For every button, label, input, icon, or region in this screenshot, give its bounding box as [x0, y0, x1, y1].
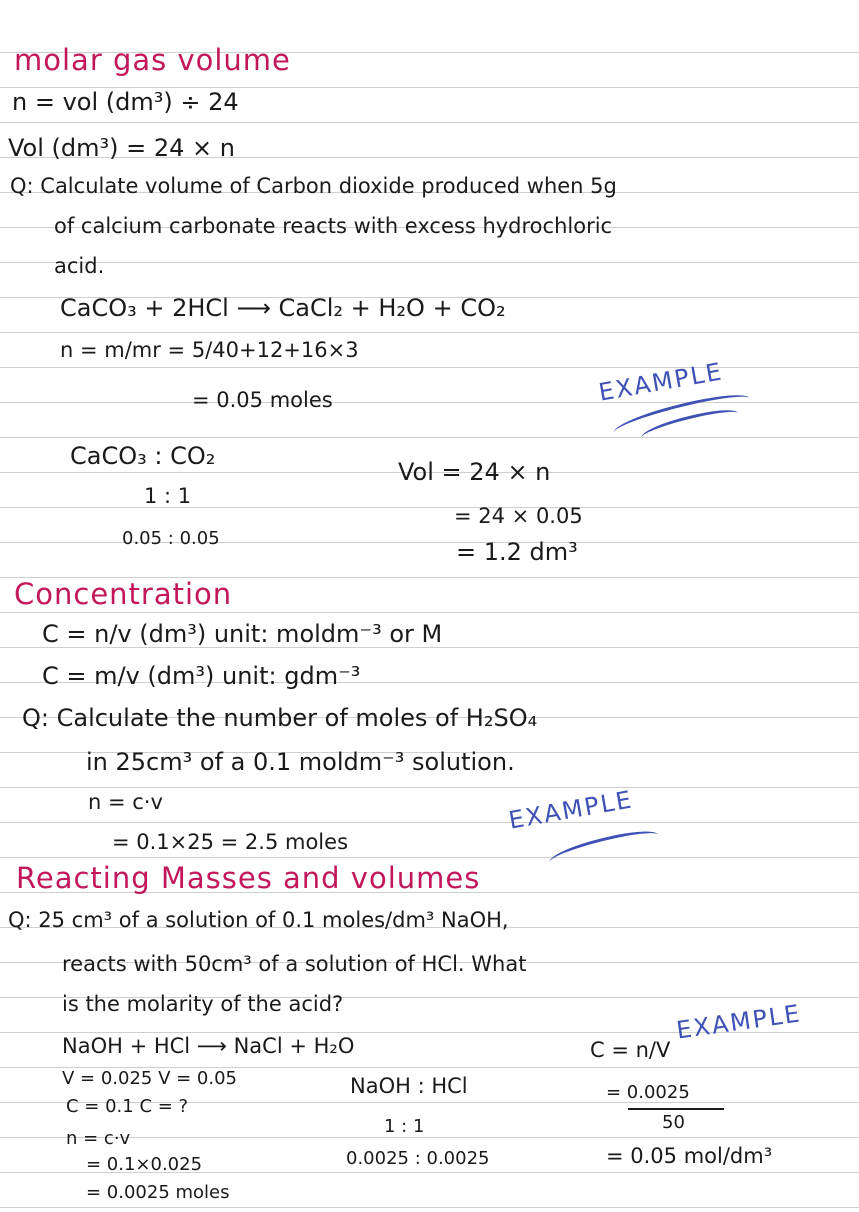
given-volumes: V = 0.025 V = 0.05: [62, 1068, 238, 1089]
volume-calc-result: = 1.2 dm³: [456, 538, 578, 566]
ratio-row-1b: 0.05 : 0.05: [122, 528, 220, 549]
equation-naoh: NaOH + HCl ⟶ NaCl + H₂O: [62, 1034, 355, 1058]
example-label-1: EXAMPLE: [596, 357, 726, 407]
question-3-line-3: is the molarity of the acid?: [62, 992, 344, 1016]
volume-calc-line-1: Vol = 24 × n: [398, 458, 551, 486]
question-3-line-2: reacts with 50cm³ of a solution of HCl. What: [62, 952, 527, 976]
formula-volume: Vol (dm³) = 24 × n: [8, 134, 235, 162]
moles-calc-line-2: = 0.05 moles: [192, 388, 333, 412]
question-2-line-1: Q: Calculate the number of moles of H₂SO₄: [22, 704, 538, 732]
ratio-row-3a: 1 : 1: [384, 1116, 425, 1137]
heading-reacting-masses: Reacting Masses and volumes: [16, 861, 481, 895]
ratio-header-3: NaOH : HCl: [350, 1074, 468, 1098]
acid-concentration-formula: C = n/V: [590, 1038, 671, 1062]
ratio-row-3b: 0.0025 : 0.0025: [346, 1148, 490, 1169]
heading-molar-gas-volume: molar gas volume: [14, 43, 291, 77]
example-label-3: EXAMPLE: [674, 999, 804, 1045]
given-concentrations: C = 0.1 C = ?: [66, 1096, 189, 1117]
naoh-moles-formula: n = c·v: [66, 1128, 131, 1149]
question-2-line-2: in 25cm³ of a 0.1 moldm⁻³ solution.: [86, 748, 515, 776]
formula-moles-from-volume: n = vol (dm³) ÷ 24: [12, 88, 239, 116]
concentration-work-1: n = c·v: [88, 790, 163, 814]
ratio-header-1: CaCO₃ : CO₂: [70, 442, 216, 470]
example-label-2: EXAMPLE: [506, 785, 636, 835]
concentration-formula-2: C = m/v (dm³) unit: gdm⁻³: [42, 662, 361, 690]
question-1-line-3: acid.: [54, 254, 105, 278]
question-1-line-2: of calcium carbonate reacts with excess hydrochloric: [54, 214, 613, 238]
moles-calc-line-1: n = m/mr = 5/40+12+16×3: [60, 338, 359, 362]
fraction-bar: [628, 1108, 724, 1110]
example-underline-2: [547, 825, 661, 872]
acid-concentration-result: = 0.05 mol/dm³: [606, 1144, 773, 1168]
acid-concentration-numerator: = 0.0025: [606, 1082, 690, 1103]
equation-caco3: CaCO₃ + 2HCl ⟶ CaCl₂ + H₂O + CO₂: [60, 294, 506, 322]
acid-concentration-denominator: 50: [662, 1112, 685, 1133]
concentration-formula-1: C = n/v (dm³) unit: moldm⁻³ or M: [42, 620, 443, 648]
question-3-line-1: Q: 25 cm³ of a solution of 0.1 moles/dm³ NaOH,: [8, 908, 509, 932]
concentration-work-2: = 0.1×25 = 2.5 moles: [112, 830, 349, 854]
naoh-moles-result: = 0.0025 moles: [86, 1182, 230, 1203]
heading-concentration: Concentration: [14, 577, 233, 611]
naoh-moles-calc: = 0.1×0.025: [86, 1154, 203, 1175]
volume-calc-line-2: = 24 × 0.05: [454, 504, 583, 528]
ratio-row-1a: 1 : 1: [144, 484, 192, 508]
question-1-line-1: Q: Calculate volume of Carbon dioxide produced when 5g: [10, 174, 617, 198]
